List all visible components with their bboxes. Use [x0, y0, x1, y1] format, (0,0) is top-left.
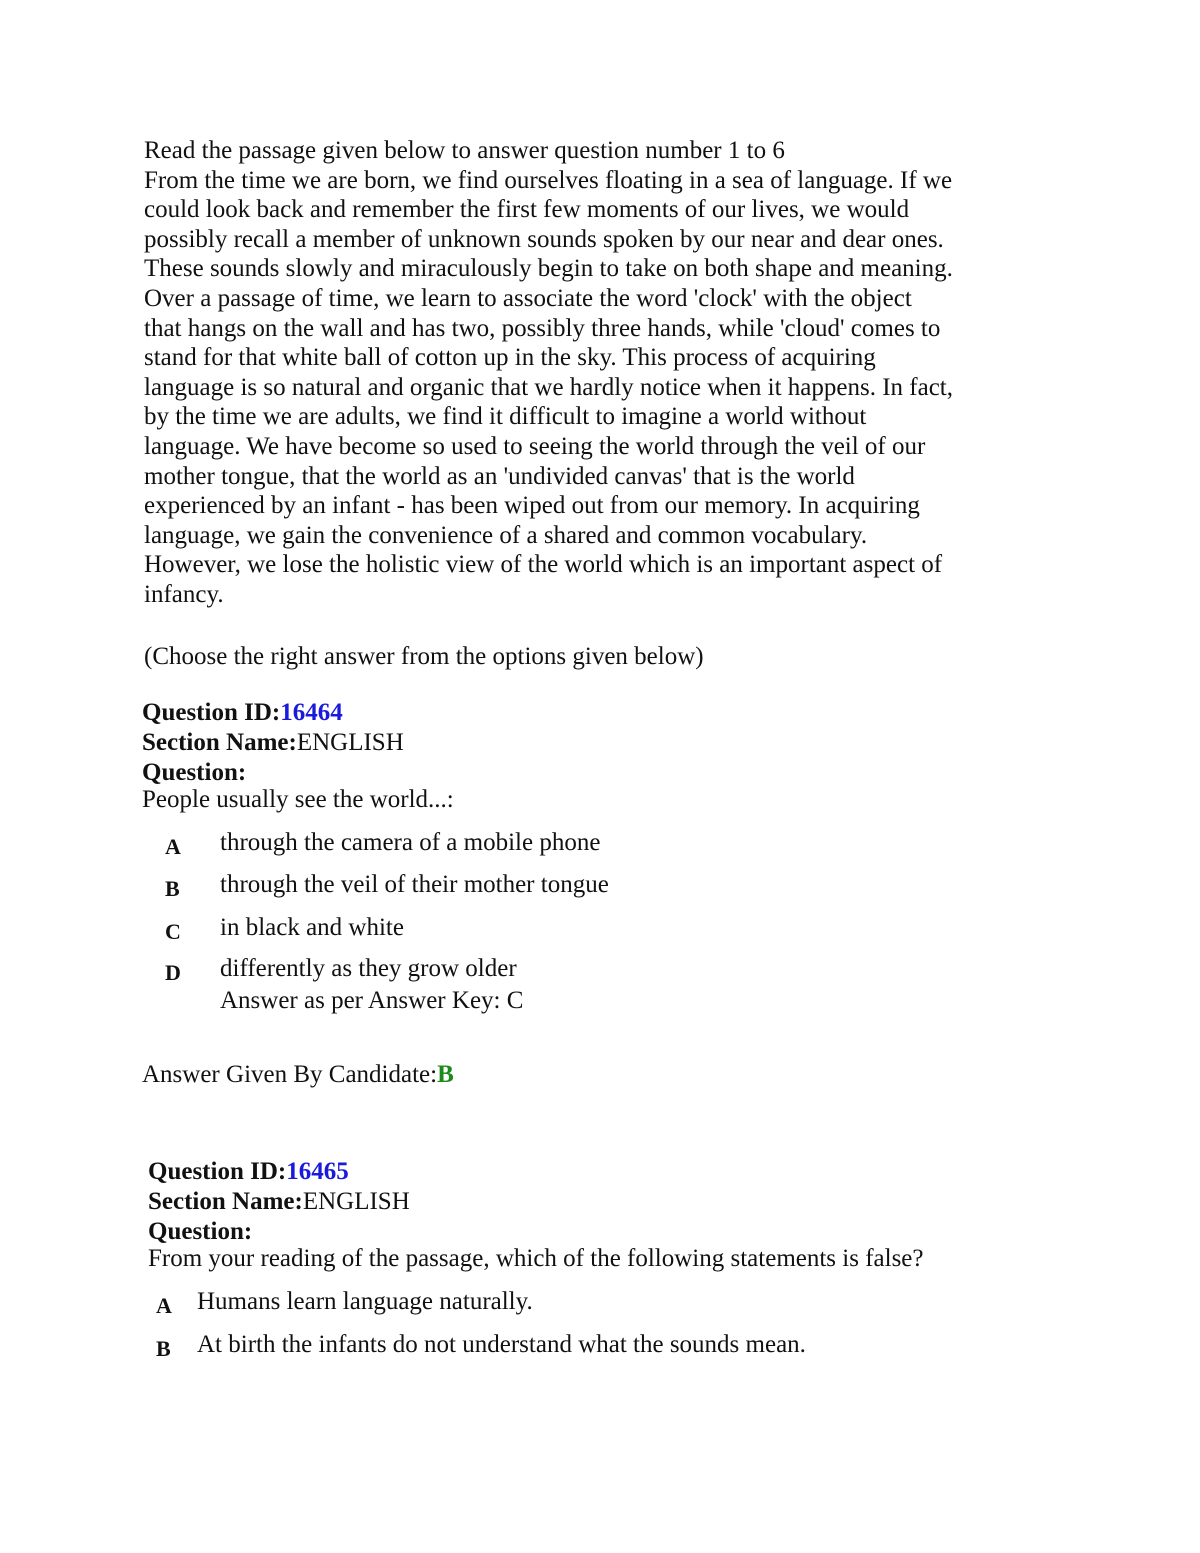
- answer-key-value: C: [506, 987, 524, 1014]
- passage-line: language. We have become so used to seeing the world through the veil of our: [144, 432, 926, 460]
- section-name-line: [142, 728, 1042, 758]
- passage-line: experienced by an infant - has been wiped out from our memory. In acquiring: [144, 492, 920, 520]
- section-name-line: [148, 1187, 1048, 1217]
- candidate-answer-line: [142, 1060, 454, 1090]
- passage-heading: Read the passage given below to answer question number 1 to 6: [144, 137, 785, 164]
- answer-key-label: Answer as per Answer Key:: [220, 987, 501, 1014]
- question-block: [142, 698, 1042, 814]
- candidate-answer-value: B: [437, 1061, 454, 1088]
- passage-line: could look back and remember the first few moments of our lives, we would: [144, 196, 910, 224]
- section-name-label: Section Name:: [142, 729, 297, 756]
- instruction-text: (Choose the right answer from the options given below): [144, 643, 704, 670]
- question-label: Question:: [142, 759, 247, 786]
- question-id-label: Question ID:: [142, 699, 281, 726]
- section-name-value: ENGLISH: [296, 729, 404, 756]
- option-letter: D: [165, 960, 181, 985]
- option-letter: A: [165, 834, 181, 859]
- passage-line: possibly recall a member of unknown sounds spoken by our near and dear ones.: [144, 225, 944, 253]
- passage-line: infancy.: [144, 580, 224, 608]
- question-block: [148, 1157, 1048, 1273]
- section-name-label: Section Name:: [148, 1188, 303, 1215]
- question-id-label: Question ID:: [148, 1158, 287, 1185]
- passage-line: language is so natural and organic that we hardly notice when it happens. In fact,: [144, 373, 953, 401]
- passage-line: that hangs on the wall and has two, possibly three hands, while 'cloud' comes to: [144, 314, 941, 342]
- option-text: through the veil of their mother tongue: [220, 871, 609, 898]
- passage-line: stand for that white ball of cotton up in the sky. This process of acquiring: [144, 344, 876, 372]
- passage-line: However, we lose the holistic view of the world which is an important aspect of: [144, 551, 943, 579]
- passage-line: These sounds slowly and miraculously begin to take on both shape and meaning.: [144, 255, 953, 283]
- option-text: At birth the infants do not understand what the sounds mean.: [197, 1331, 806, 1358]
- option-text: through the camera of a mobile phone: [220, 829, 601, 856]
- option-letter: C: [165, 919, 181, 944]
- candidate-answer-label: Answer Given By Candidate:: [142, 1061, 438, 1088]
- question-text: People usually see the world...:: [142, 786, 454, 813]
- passage-line: Over a passage of time, we learn to associate the word 'clock' with the object: [144, 284, 912, 312]
- passage: [144, 136, 1024, 610]
- question-text: From your reading of the passage, which of the following statements is false?: [148, 1245, 924, 1272]
- question-id-value: 16464: [280, 699, 343, 726]
- passage-line: language, we gain the convenience of a shared and common vocabulary.: [144, 521, 868, 549]
- option-text: Humans learn language naturally.: [197, 1288, 533, 1315]
- question-label: Question:: [148, 1218, 253, 1245]
- question-id-line: [148, 1157, 1048, 1187]
- option-text: in black and white: [220, 914, 404, 941]
- section-name-value: ENGLISH: [302, 1188, 410, 1215]
- option-letter: A: [156, 1293, 172, 1318]
- passage-line: by the time we are adults, we find it difficult to imagine a world without: [144, 403, 867, 431]
- passage-line: From the time we are born, we find ourselves floating in a sea of language. If we: [144, 166, 953, 194]
- option-letter: B: [165, 876, 180, 901]
- question-id-value: 16465: [286, 1158, 349, 1185]
- question-id-line: [142, 698, 1042, 728]
- option-text: differently as they grow older: [220, 955, 517, 982]
- passage-line: mother tongue, that the world as an 'undivided canvas' that is the world: [144, 462, 855, 490]
- option-letter: B: [156, 1336, 171, 1361]
- answer-key-line: [220, 986, 523, 1016]
